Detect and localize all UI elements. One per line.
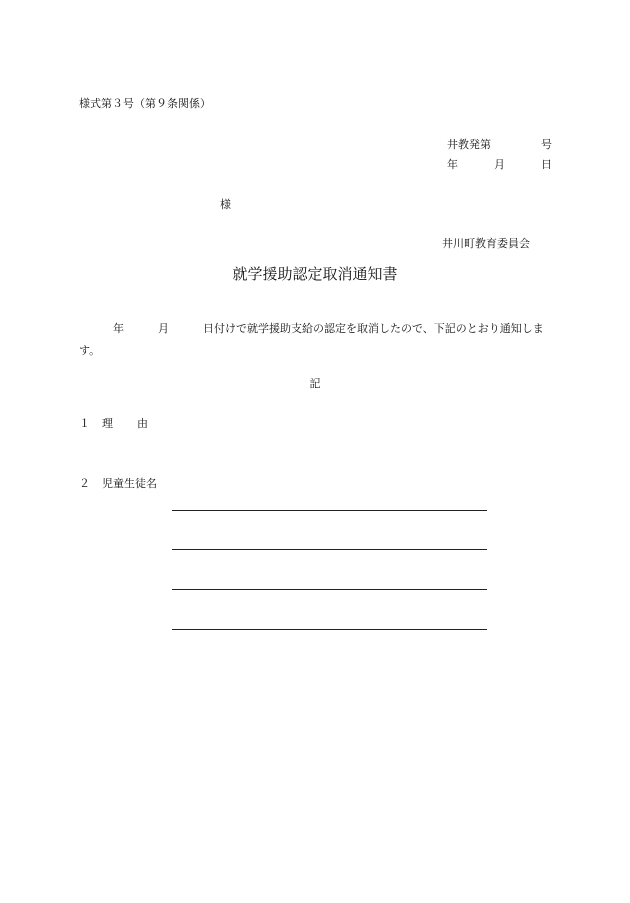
date-year-label: 年 xyxy=(447,158,458,171)
student-name-line xyxy=(172,629,487,630)
issue-number-suffix: 号 xyxy=(541,138,552,151)
item-label-reason-part1: 理 xyxy=(102,417,113,430)
form-number: 様式第３号（第９条関係） xyxy=(79,97,211,110)
body-year-label: 年 xyxy=(113,322,124,335)
item-number-1: １ xyxy=(79,417,90,430)
body-month-label: 月 xyxy=(158,322,169,335)
sender-name: 井川町教育委員会 xyxy=(442,237,530,250)
item-label-reason xyxy=(102,418,148,429)
ki-heading: 記 xyxy=(309,377,321,390)
document-title: 就学援助認定取消通知書 xyxy=(232,265,398,283)
item-number-2: ２ xyxy=(79,477,90,490)
student-name-line xyxy=(172,510,487,511)
body-text: 日付けで就学援助支給の認定を取消したので、下記のとおり通知します。 xyxy=(79,322,544,357)
item-label-student-name: 児童生徒名 xyxy=(102,477,157,490)
recipient-honorific: 様 xyxy=(220,198,231,211)
body-paragraph xyxy=(79,318,554,362)
issue-number-prefix: 井教発第 xyxy=(447,138,491,151)
student-name-line xyxy=(172,549,487,550)
student-name-line xyxy=(172,589,487,590)
date-month-label: 月 xyxy=(494,158,505,171)
item-label-reason-part2: 由 xyxy=(137,417,148,430)
date-day-label: 日 xyxy=(541,158,552,171)
